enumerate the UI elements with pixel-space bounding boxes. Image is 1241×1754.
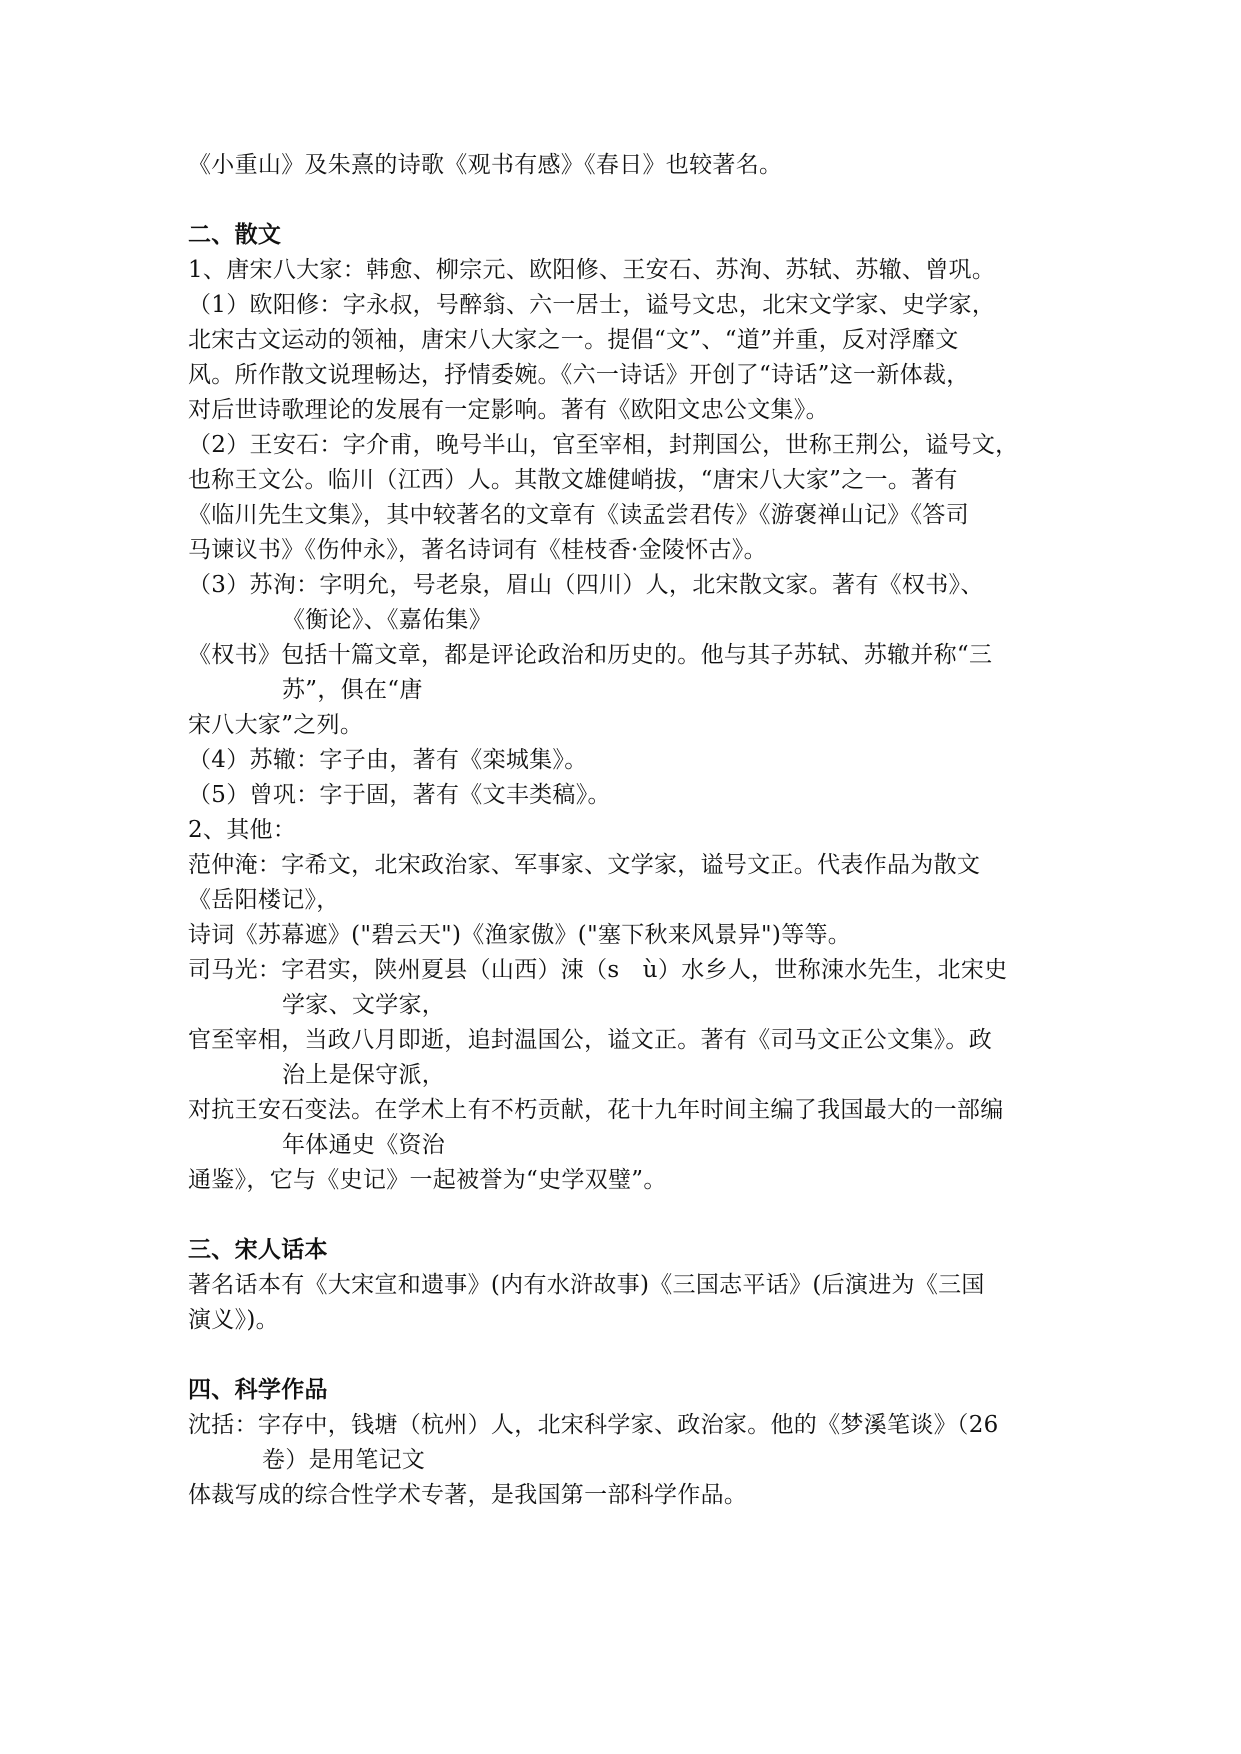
sima-line-1: 司马光：字君实，陕州夏县（山西）涑（s ù）水乡人，世称涑水先生，北宋史 xyxy=(188,957,1008,983)
section-heading-prose: 二、散文 xyxy=(188,222,282,248)
spacer xyxy=(188,1198,1058,1233)
science-line-2: 卷）是用笔记文 xyxy=(262,1447,426,1473)
ouyang-line-2: 北宋古文运动的领袖，唐宋八大家之一。提倡“文”、“道”并重，反对浮靡文 xyxy=(188,327,959,353)
science-line-1: 沈括：字存中，钱塘（杭州）人，北宋科学家、政治家。他的《梦溪笔谈》（26 xyxy=(188,1412,999,1438)
ouyang-line-3: 风。所作散文说理畅达，抒情委婉。《六一诗话》开创了“诗话”这一新体裁， xyxy=(188,362,970,388)
science-line-3: 体裁写成的综合性学术专著，是我国第一部科学作品。 xyxy=(188,1482,748,1508)
sima-line-6: 年体通史《资治 xyxy=(282,1132,446,1158)
intro-line: 《小重山》及朱熹的诗歌《观书有感》《春日》也较著名。 xyxy=(188,152,783,178)
section-heading-huaben: 三、宋人话本 xyxy=(188,1237,328,1263)
zenggong-line: （5）曾巩：字于固，著有《文丰类稿》。 xyxy=(188,782,611,808)
ouyang-line-4: 对后世诗歌理论的发展有一定影响。著有《欧阳文忠公文集》。 xyxy=(188,397,829,423)
spacer xyxy=(188,183,1058,218)
wang-line-3: 《临川先生文集》，其中较著名的文章有《读孟尝君传》《游褒禅山记》《答司 xyxy=(188,502,969,528)
fan-line-1: 范仲淹：字希文，北宋政治家、军事家、文学家，谥号文正。代表作品为散文 xyxy=(188,852,981,878)
suzhe-line: （4）苏辙：字子由，著有《栾城集》。 xyxy=(188,747,588,773)
sima-line-4: 治上是保守派， xyxy=(282,1062,446,1088)
document-body xyxy=(188,148,1058,1513)
suxun-line-2: 《衡论》、《嘉佑集》 xyxy=(282,607,492,633)
wang-line-4: 马谏议书》《伤仲永》，著名诗词有《桂枝香·金陵怀古》。 xyxy=(188,537,767,563)
ouyang-line-1: （1）欧阳修：字永叔，号醉翁、六一居士，谥号文忠，北宋文学家、史学家， xyxy=(188,292,996,318)
sima-line-7: 通鉴》，它与《史记》一起被誉为“史学双璧”。 xyxy=(188,1167,667,1193)
suxun-line-4: 苏”，俱在“唐 xyxy=(282,677,423,703)
suxun-line-3: 《权书》包括十篇文章，都是评论政治和历史的。他与其子苏轼、苏辙并称“三 xyxy=(188,642,993,668)
huaben-line-2: 演义》)。 xyxy=(188,1307,279,1333)
sima-line-2: 学家、文学家， xyxy=(282,992,446,1018)
spacer xyxy=(188,1338,1058,1373)
other-heading: 2、其他： xyxy=(188,817,297,843)
eight-masters-line: 1、唐宋八大家：韩愈、柳宗元、欧阳修、王安石、苏洵、苏轼、苏辙、曾巩。 xyxy=(188,257,996,283)
section-heading-science: 四、科学作品 xyxy=(188,1377,328,1403)
sima-line-3: 官至宰相，当政八月即逝，追封温国公，谥文正。著有《司马文正公文集》。政 xyxy=(188,1027,992,1053)
huaben-line-1: 著名话本有《大宋宣和遗事》(内有水浒故事)《三国志平话》(后演进为《三国 xyxy=(188,1272,985,1298)
fan-line-2: 《岳阳楼记》， xyxy=(188,887,340,913)
fan-line-3: 诗词《苏幕遮》("碧云天")《渔家傲》("塞下秋来风景异")等等。 xyxy=(188,922,852,948)
suxun-line-5: 宋八大家”之列。 xyxy=(188,712,364,738)
wang-line-1: （2）王安石：字介甫，晚号半山，官至宰相，封荆国公，世称王荆公，谥号文， xyxy=(188,432,1019,458)
wang-line-2: 也称王文公。临川（江西）人。其散文雄健峭拔，“唐宋八大家”之一。著有 xyxy=(188,467,958,493)
suxun-line-1: （3）苏洵：字明允，号老泉，眉山（四川）人，北宋散文家。著有《权书》、 xyxy=(188,572,984,598)
sima-line-5: 对抗王安石变法。在学术上有不朽贡献，花十九年时间主编了我国最大的一部编 xyxy=(188,1097,1004,1123)
